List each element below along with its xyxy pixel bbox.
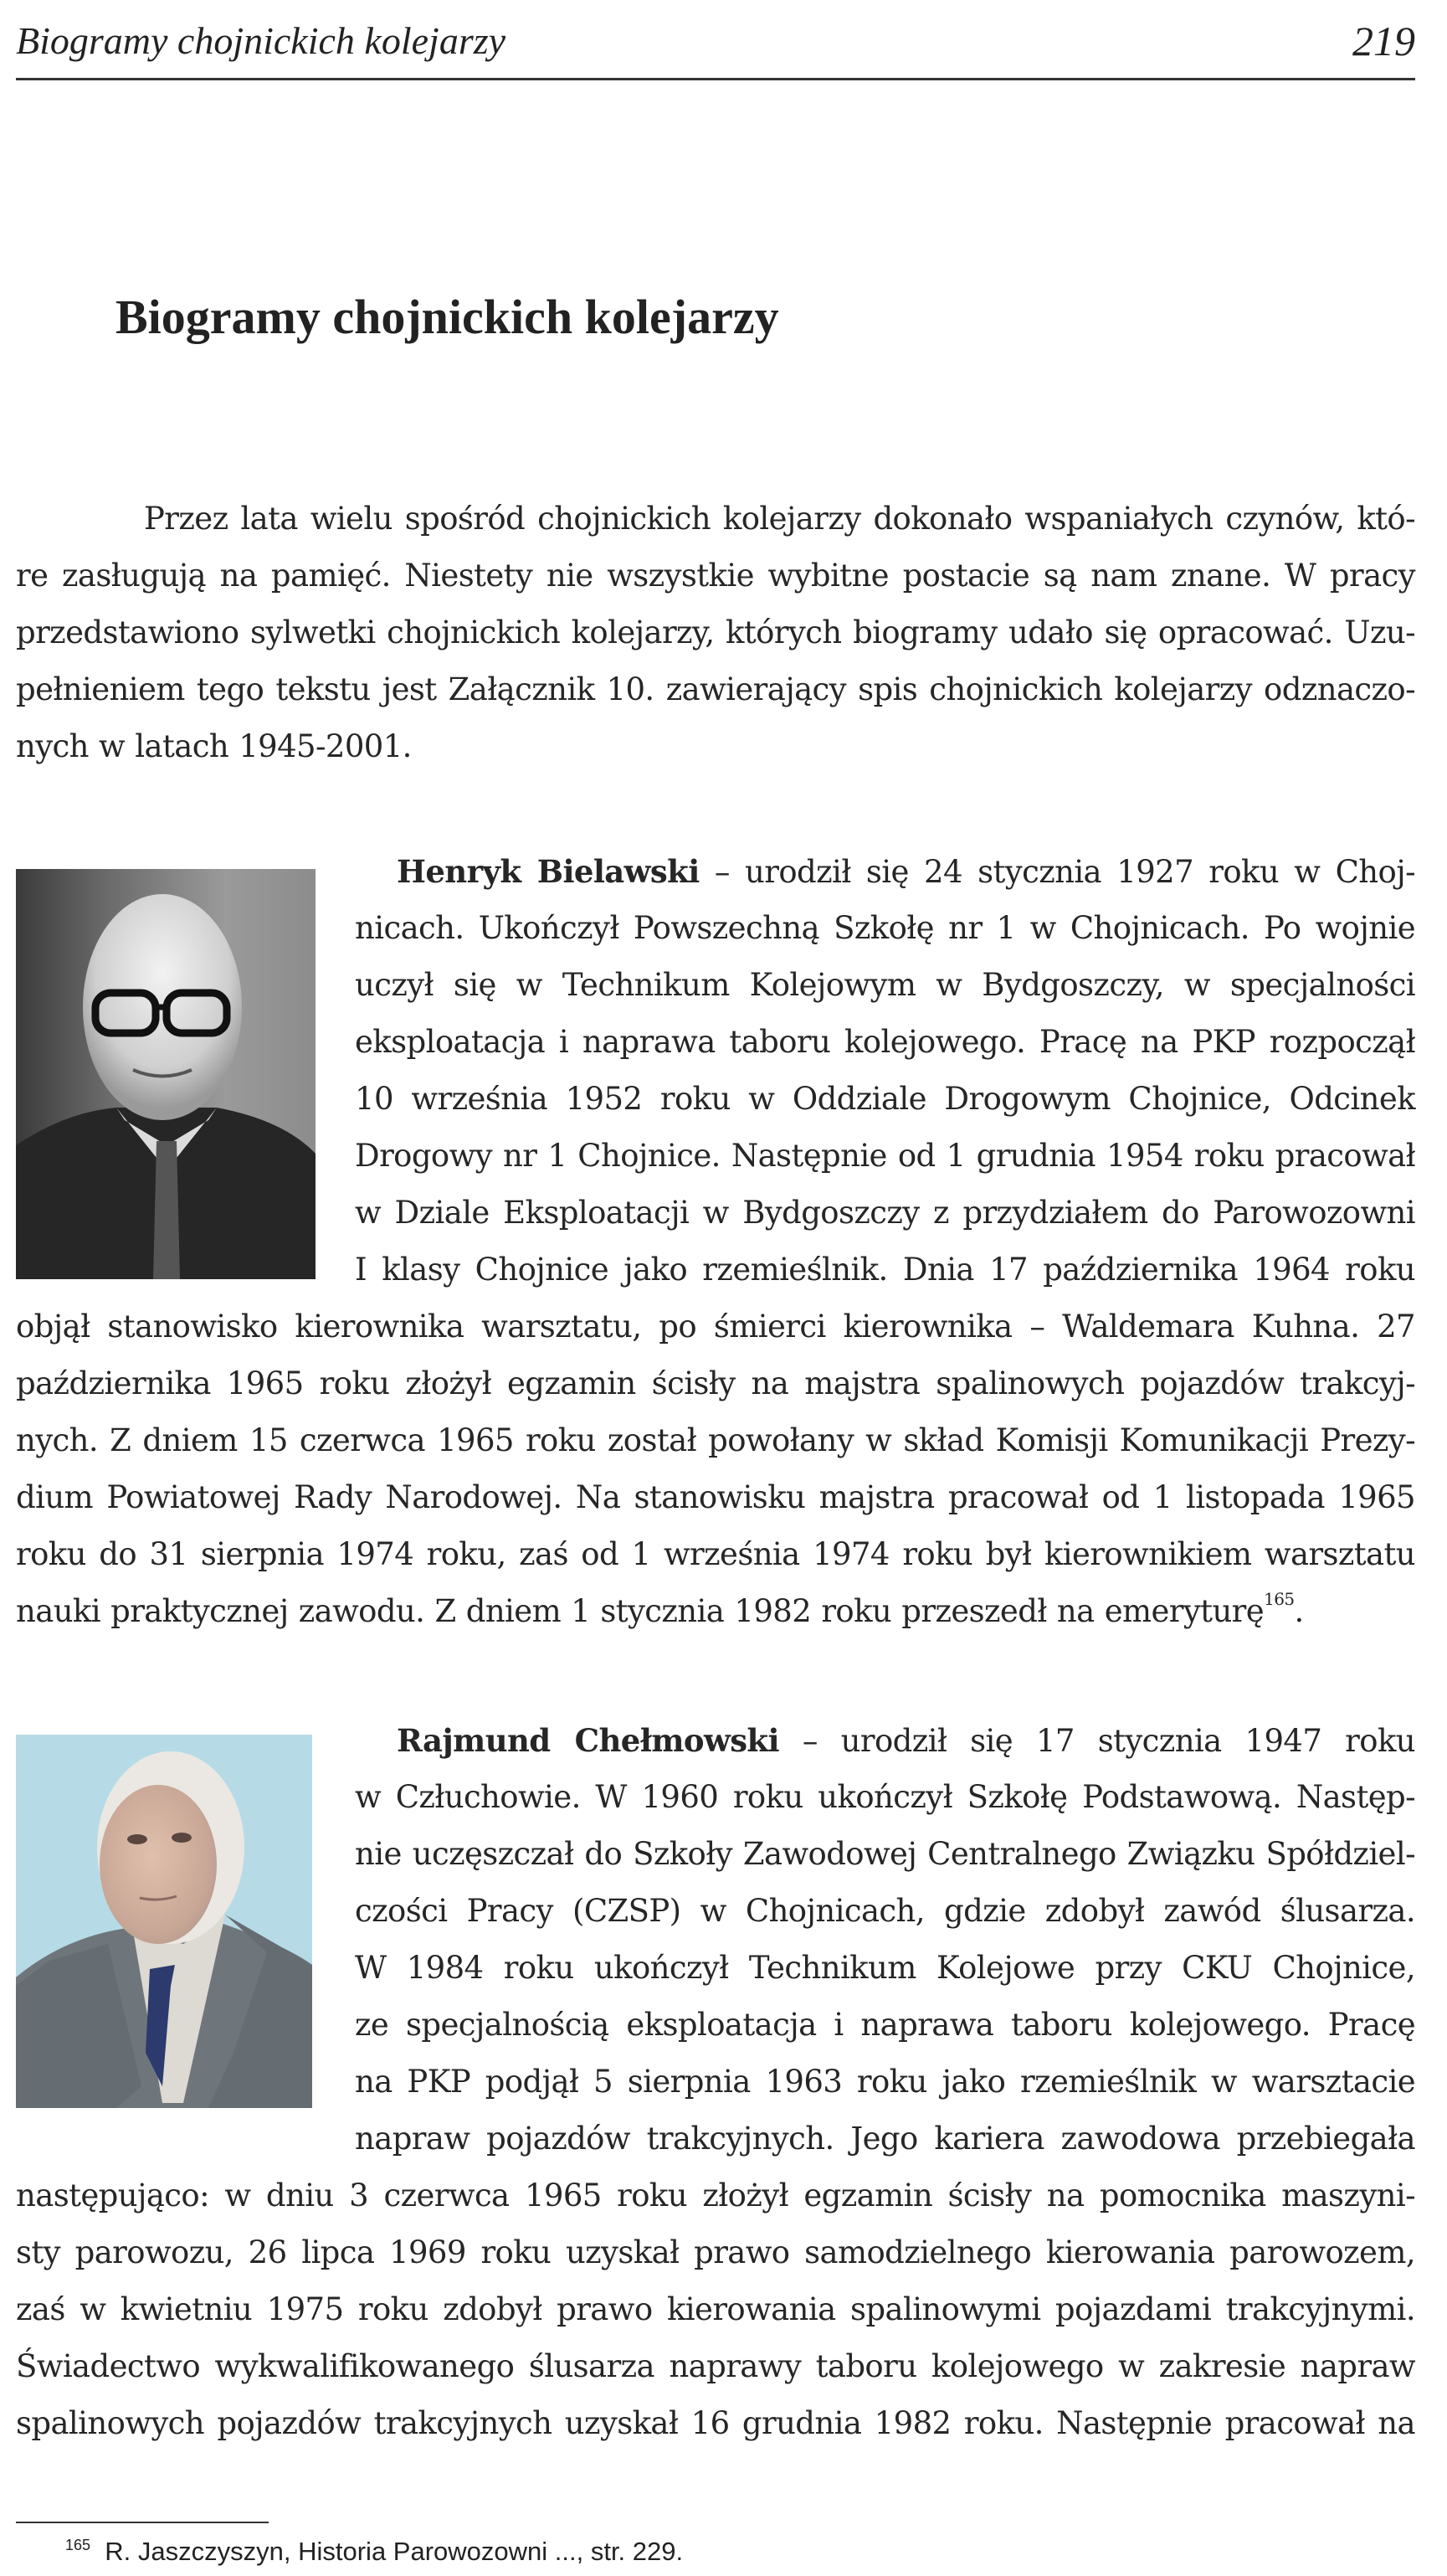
bio-line: nych. Z dniem 15 czerwca 1965 roku został powołany w skład Komisji Komunikacji Prezy-	[16, 1422, 1415, 1458]
footnote	[65, 2537, 683, 2567]
bio-line: następująco: w dniu 3 czerwca 1965 roku złożył egzamin ścisły na pomocnika maszyni-	[16, 2178, 1415, 2214]
footnote-text: R. Jaszczyszyn, Historia Parowozowni ..., str. 229.	[105, 2537, 684, 2566]
footnote-number: 165	[65, 2537, 91, 2553]
bio-line: I klasy Chojnice jako rzemieślnik. Dnia 17 października 1964 roku	[355, 1252, 1415, 1288]
bio-line: ze specjalnością eksploatacja i naprawa taboru kolejowego. Pracę	[355, 2007, 1415, 2043]
bio-line: spalinowych pojazdów trakcyjnych uzyskał 16 grudnia 1982 roku. Następnie pracował na	[16, 2405, 1415, 2441]
bio-line: napraw pojazdów trakcyjnych. Jego kariera zawodowa przebiegała	[355, 2121, 1415, 2157]
bio-line: W 1984 roku ukończył Technikum Kolejowe przy CKU Chojnice,	[355, 1950, 1415, 1986]
bio-first-line	[355, 851, 1415, 892]
portrait-bw-figure	[16, 869, 316, 1279]
bio-line: dium Powiatowej Rady Narodowej. Na stanowisku majstra pracował od 1 listopada 1965	[16, 1479, 1415, 1515]
bio-line: 10 września 1952 roku w Oddziale Drogowym Chojnice, Odcinek	[355, 1081, 1415, 1117]
bio-line: czości Pracy (CZSP) w Chojnicach, gdzie zdobył zawód ślusarza.	[355, 1893, 1415, 1929]
bio-line: w Dziale Eksploatacji w Bydgoszczy z przydziałem do Parowozowni	[355, 1195, 1415, 1231]
bio-last-line	[16, 1591, 1415, 1632]
bio-line: roku do 31 sierpnia 1974 roku, zaś od 1 września 1974 roku był kierownikiem warsztatu	[16, 1536, 1415, 1572]
bio-line: Świadectwo wykwalifikowanego ślusarza naprawy taboru kolejowego w zakresie napraw	[16, 2348, 1415, 2384]
end-punctuation: .	[1294, 1593, 1304, 1629]
footnote-rule	[16, 2522, 269, 2523]
intro-line: pełnieniem tego tekstu jest Załącznik 10. zawierający spis chojnickich kolejarzy odznaczo-	[16, 671, 1415, 707]
bio-line: w Człuchowie. W 1960 roku ukończył Szkołę Podstawową. Następ-	[355, 1779, 1415, 1815]
bio-first-line-text: – urodził się 24 stycznia 1927 roku w Choj-	[699, 854, 1415, 890]
intro-line: Przez lata wielu spośród chojnickich kolejarzy dokonało wspaniałych czynów, któ-	[144, 501, 1415, 537]
portrait-photo-henryk-bielawski	[16, 869, 316, 1279]
portrait-color-figure	[16, 1735, 312, 2108]
chapter-title: Biogramy chojnickich kolejarzy	[115, 290, 779, 344]
bio-line: uczył się w Technikum Kolejowym w Bydgoszczy, w specjalności	[355, 967, 1415, 1003]
intro-line: przedstawiono sylwetki chojnickich kolejarzy, których biogramy udało się opracować. Uzu-	[16, 614, 1415, 650]
footnote-reference[interactable]: 165	[1264, 1589, 1295, 1609]
bio-line: nicach. Ukończył Powszechną Szkołę nr 1 w Chojnicach. Po wojnie	[355, 910, 1415, 946]
intro-line: re zasługują na pamięć. Niestety nie wszystkie wybitne postacie są nam znane. W pracy	[16, 558, 1415, 594]
bio-line: Drogowy nr 1 Chojnice. Następnie od 1 grudnia 1954 roku pracował	[355, 1138, 1415, 1174]
page-number: 219	[1352, 18, 1415, 64]
bio-name: Henryk Bielawski	[397, 853, 700, 890]
header-rule	[16, 78, 1415, 80]
bio-line: nie uczęszczał do Szkoły Zawodowej Centralnego Związku Spółdziel-	[355, 1836, 1415, 1872]
bio-first-line	[355, 1720, 1415, 1761]
bio-name: Rajmund Chełmowski	[397, 1722, 779, 1759]
running-title: Biogramy chojnickich kolejarzy	[16, 19, 506, 62]
bio-first-line-text: – urodził się 17 stycznia 1947 roku	[778, 1723, 1415, 1759]
bio-line: sty parowozu, 26 lipca 1969 roku uzyskał prawo samodzielnego kierowania parowozem,	[16, 2234, 1415, 2270]
bio-line: eksploatacja i naprawa taboru kolejowego. Pracę na PKP rozpoczął	[355, 1024, 1415, 1060]
bio-line: zaś w kwietniu 1975 roku zdobył prawo kierowania spalinowymi pojazdami trakcyjnymi.	[16, 2291, 1415, 2327]
bio-line: na PKP podjął 5 sierpnia 1963 roku jako rzemieślnik w warsztacie	[355, 2064, 1415, 2100]
portrait-photo-rajmund-chelmowski	[16, 1735, 312, 2108]
bio-line: nauki praktycznej zawodu. Z dniem 1 stycznia 1982 roku przeszedł na emeryturę	[16, 1593, 1265, 1629]
intro-line: nych w latach 1945-2001.	[16, 728, 412, 764]
bio-line: objął stanowisko kierownika warsztatu, po śmierci kierownika – Waldemara Kuhna. 27	[16, 1309, 1415, 1345]
bio-line: października 1965 roku złożył egzamin ścisły na majstra spalinowych pojazdów trakcyj-	[16, 1365, 1415, 1401]
